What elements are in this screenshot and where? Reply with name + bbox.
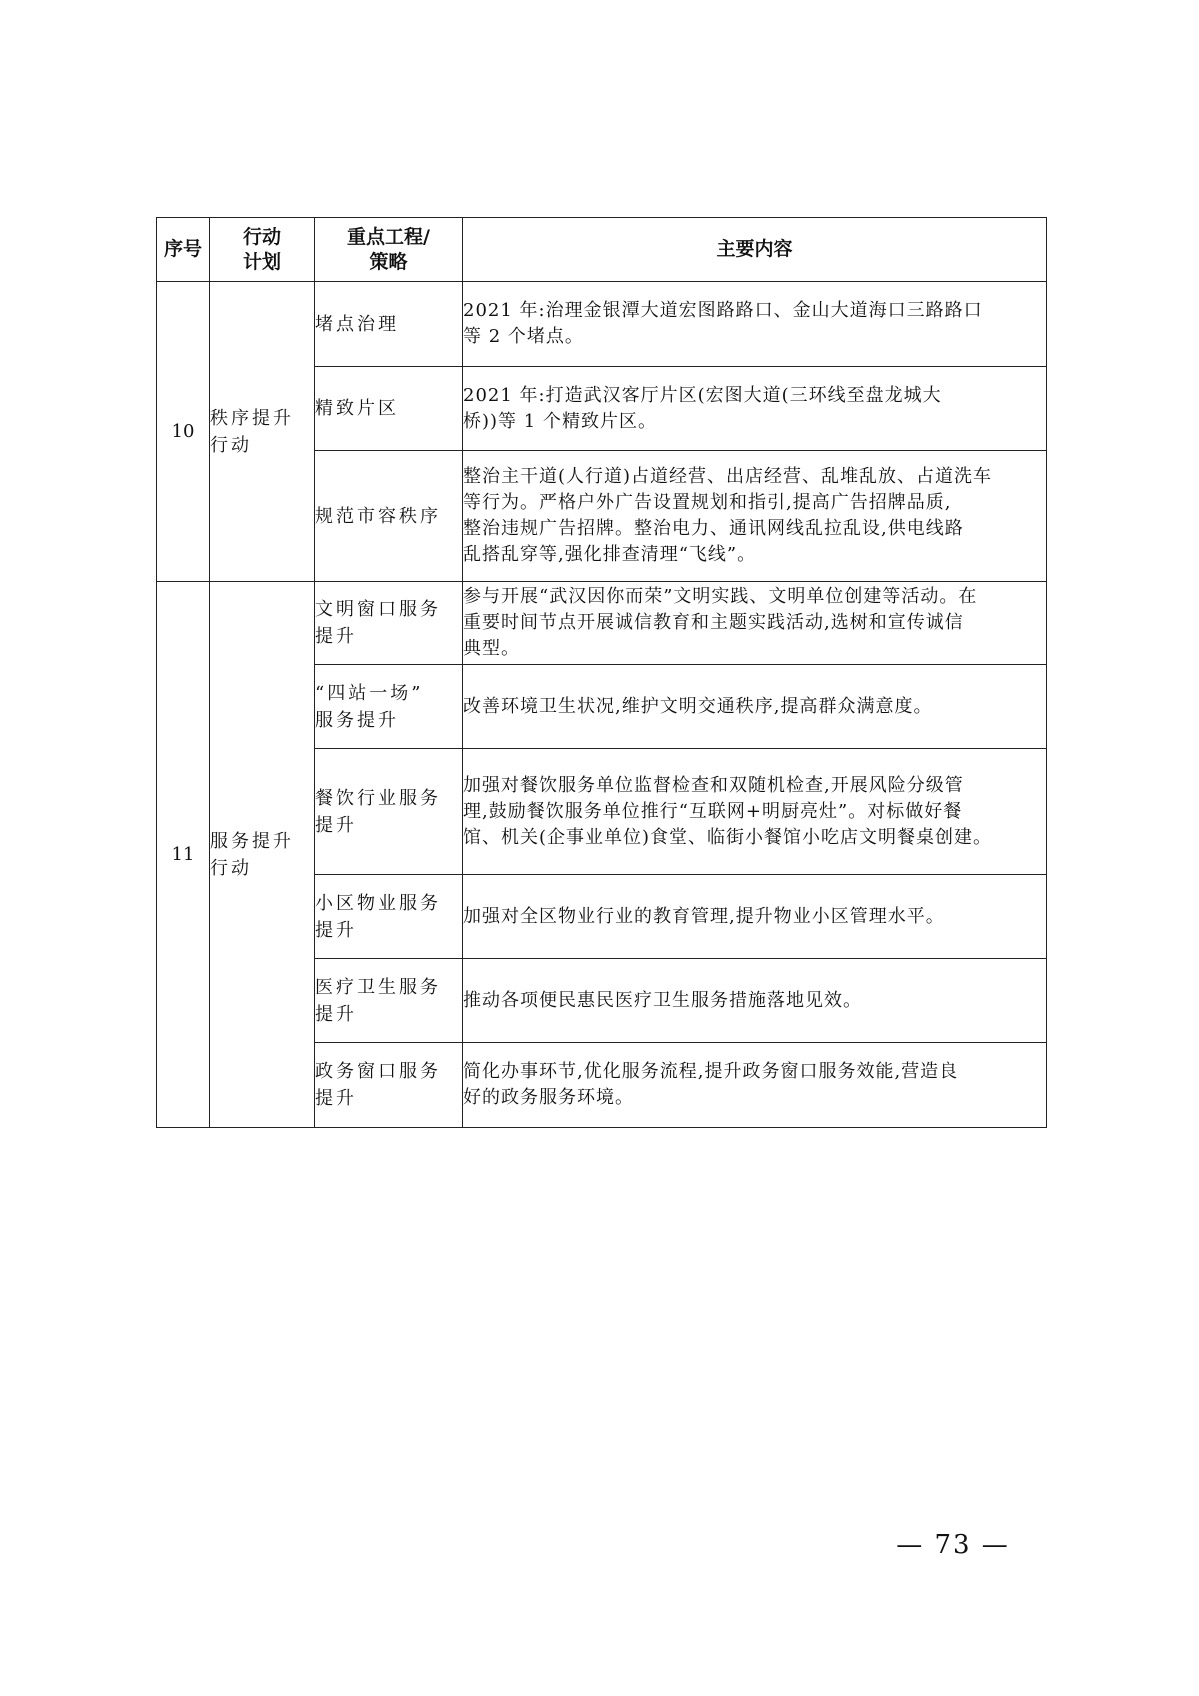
- content-line: 参与开展“武汉因你而荣”文明实践、文明单位创建等活动。在: [463, 586, 978, 607]
- project-cell: [315, 1043, 463, 1128]
- content-cell: [463, 749, 1047, 875]
- row-index: 11: [171, 844, 195, 865]
- project-line: 提升: [315, 919, 357, 941]
- row-index-cell: [157, 582, 210, 1128]
- project-cell: [315, 582, 463, 665]
- project-line: 提升: [315, 1088, 357, 1109]
- content-line: 简化办事环节,优化服务流程,提升政务窗口服务效能,营造良: [463, 1061, 959, 1082]
- project-cell: [315, 959, 463, 1043]
- header-project-line-2: 策略: [369, 250, 408, 273]
- header-index: [157, 218, 210, 282]
- content-line: 重要时间节点开展诚信教育和主题实践活动,选树和宣传诚信: [463, 612, 964, 633]
- project-line: “四站一场”: [315, 682, 424, 704]
- action-plan-line: 秩序提升: [210, 407, 294, 429]
- row-index-cell: [157, 282, 210, 582]
- content-line: 推动各项便民惠民医疗卫生服务措施落地见效。: [463, 989, 862, 1011]
- project-line: 文明窗口服务: [315, 599, 441, 620]
- content-cell: [463, 959, 1047, 1043]
- content-cell: [463, 875, 1047, 959]
- project-cell: [315, 451, 463, 582]
- content-line: 桥))等 1 个精致片区。: [463, 410, 657, 432]
- header-project-line-1: 重点工程/: [347, 225, 430, 248]
- content-line: 馆、机关(企事业单位)食堂、临街小餐馆小吃店文明餐桌创建。: [463, 826, 993, 848]
- header-plan-line-2: 计划: [242, 250, 281, 273]
- content-line: 整治主干道(人行道)占道经营、出店经营、乱堆乱放、占道洗车: [463, 466, 993, 487]
- header-main-content: [463, 218, 1047, 282]
- header-key-project: [315, 218, 463, 282]
- header-content-line: 主要内容: [716, 238, 793, 260]
- content-cell: [463, 1043, 1047, 1128]
- action-plan-line: 服务提升: [210, 830, 294, 852]
- table-row: [157, 282, 1047, 367]
- project-cell: [315, 665, 463, 749]
- project-line: 小区物业服务: [315, 892, 441, 914]
- content-line: 典型。: [463, 638, 520, 659]
- project-line: 提升: [315, 1003, 357, 1025]
- action-plan-cell: [210, 282, 315, 582]
- header-plan-line-1: 行动: [242, 225, 281, 248]
- table-row: [157, 582, 1047, 665]
- project-line: 堵点治理: [315, 313, 399, 335]
- content-cell: [463, 451, 1047, 582]
- project-cell: [315, 749, 463, 875]
- header-action-plan: [210, 218, 315, 282]
- content-cell: [463, 367, 1047, 451]
- content-line: 改善环境卫生状况,维护文明交通秩序,提高群众满意度。: [463, 695, 933, 717]
- content-line: 好的政务服务环境。: [463, 1087, 634, 1108]
- content-cell: [463, 282, 1047, 367]
- content-line: 理,鼓励餐饮服务单位推行“互联网+明厨亮灶”。对标做好餐: [463, 800, 963, 822]
- action-plan-cell: [210, 582, 315, 1128]
- project-line: 餐饮行业服务: [315, 787, 441, 809]
- project-line: 政务窗口服务: [315, 1061, 441, 1082]
- content-line: 整治违规广告招牌。整治电力、通讯网线乱拉乱设,供电线路: [463, 518, 964, 539]
- project-line: 精致片区: [315, 398, 399, 419]
- table-header-row: [157, 218, 1047, 282]
- content-cell: [463, 582, 1047, 665]
- content-line: 等行为。严格户外广告设置规划和指引,提高广告招牌品质,: [463, 492, 952, 513]
- action-plan-line: 行动: [210, 857, 252, 879]
- content-line: 2021 年:打造武汉客厅片区(宏图大道(三环线至盘龙城大: [463, 384, 942, 406]
- project-line: 提升: [315, 626, 357, 647]
- header-index-line: 序号: [163, 238, 202, 260]
- action-plan-line: 行动: [210, 434, 252, 456]
- content-line: 乱搭乱穿等,强化排查清理“飞线”。: [463, 544, 757, 565]
- project-cell: [315, 875, 463, 959]
- project-line: 提升: [315, 814, 357, 836]
- content-line: 2021 年:治理金银潭大道宏图路路口、金山大道海口三路路口: [463, 300, 983, 321]
- project-line: 服务提升: [315, 709, 399, 731]
- project-cell: [315, 282, 463, 367]
- content-line: 加强对餐饮服务单位监督检查和双随机检查,开展风险分级管: [463, 774, 964, 796]
- content-cell: [463, 665, 1047, 749]
- content-line: 加强对全区物业行业的教育管理,提升物业小区管理水平。: [463, 905, 945, 927]
- content-line: 等 2 个堵点。: [463, 326, 584, 347]
- project-line: 规范市容秩序: [315, 505, 441, 527]
- action-plan-table: [156, 217, 1047, 1128]
- project-cell: [315, 367, 463, 451]
- row-index: 10: [171, 421, 195, 442]
- project-line: 医疗卫生服务: [315, 976, 441, 998]
- page-number: — 73 —: [896, 1530, 1010, 1560]
